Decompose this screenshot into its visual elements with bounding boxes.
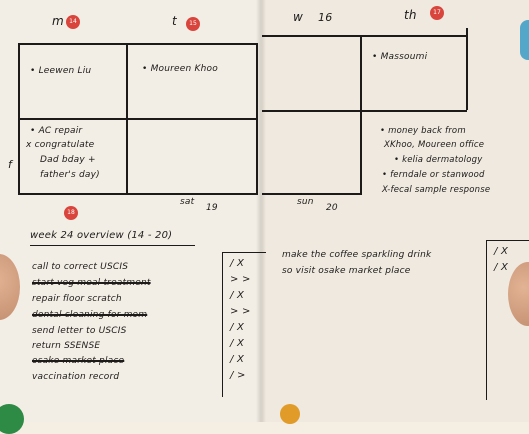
cell-fri-1: • AC repair <box>30 126 83 136</box>
grid-line <box>126 43 128 193</box>
grid-line <box>262 110 467 112</box>
marks-box-top <box>222 252 266 253</box>
task-1: call to correct USCIS <box>32 262 129 272</box>
label-sun: sun <box>297 197 314 207</box>
right-note-2: so visit osake market place <box>282 266 411 276</box>
day-date-wed: 16 <box>318 11 333 24</box>
task-6: return SSENSE <box>32 341 101 351</box>
task-3: repair floor scratch <box>32 294 122 304</box>
date-dot-thu: 17 <box>430 6 444 20</box>
date-dot-fri: 18 <box>64 206 78 220</box>
thu-note-2: XKhoo, Moureen office <box>384 140 485 150</box>
thu-note-1: • money back from <box>380 126 466 136</box>
task-1-marks: / X <box>230 258 244 269</box>
grid-line <box>262 35 467 37</box>
blue-tab <box>520 20 529 60</box>
task-4: dental cleaning for mom <box>32 310 148 320</box>
thu-note-4: • ferndale or stanwood <box>382 170 485 180</box>
right-note-1: make the coffee sparkling drink <box>282 250 432 260</box>
date-dot-tue: 15 <box>186 17 200 31</box>
task-8-marks: / > <box>230 370 246 381</box>
grid-line <box>466 28 468 110</box>
task-7-marks: / X <box>230 354 244 365</box>
label-sat-date: 19 <box>206 203 218 213</box>
task-2: start veg meal treatment <box>32 278 151 288</box>
cell-fri-2: x congratulate <box>26 140 95 150</box>
grid-line <box>262 193 362 195</box>
overview-underline <box>30 245 195 246</box>
task-8: vaccination record <box>32 372 120 382</box>
task-7: osake market place <box>32 356 125 366</box>
cell-mon: • Leewen Liu <box>30 66 92 76</box>
green-sticker <box>0 404 24 434</box>
thu-note-3: • kelia dermatology <box>394 155 483 165</box>
date-dot-mon: 14 <box>66 15 80 29</box>
overview-title: week 24 overview (14 - 20) <box>30 230 173 241</box>
task-6-marks: / X <box>230 338 244 349</box>
grid-line <box>18 193 258 195</box>
task-3-marks: / X <box>230 290 244 301</box>
grid-line <box>256 43 258 193</box>
task-5: send letter to USCIS <box>32 326 127 336</box>
right-marks-1: / X <box>494 246 508 257</box>
right-page <box>262 0 529 422</box>
day-letter-mon: m <box>52 14 64 28</box>
marks-box-left <box>222 252 223 397</box>
orange-sticker <box>280 404 300 424</box>
cell-thu: • Massoumi <box>372 52 428 62</box>
right-marks-box-left <box>486 240 487 400</box>
task-4-marks: > > <box>230 306 251 317</box>
grid-line <box>18 118 258 120</box>
label-sat: sat <box>180 197 195 207</box>
task-2-marks: > > <box>230 274 251 285</box>
grid-line <box>18 43 20 193</box>
grid-line <box>360 35 362 193</box>
label-sun-date: 20 <box>326 203 338 213</box>
thu-note-5: X-fecal sample response <box>382 185 491 195</box>
cell-tue: • Moureen Khoo <box>142 64 218 74</box>
right-marks-box-top <box>486 240 529 241</box>
book-fold <box>256 0 266 422</box>
grid-line <box>18 43 258 45</box>
task-5-marks: / X <box>230 322 244 333</box>
day-letter-wed: w <box>293 10 304 24</box>
day-letter-tue: t <box>172 14 177 28</box>
right-marks-2: / X <box>494 262 508 273</box>
cell-fri-4: father's day) <box>40 170 100 180</box>
label-f: f <box>8 158 13 171</box>
cell-fri-3: Dad bday + <box>40 155 96 165</box>
day-letter-thu: th <box>404 8 417 22</box>
